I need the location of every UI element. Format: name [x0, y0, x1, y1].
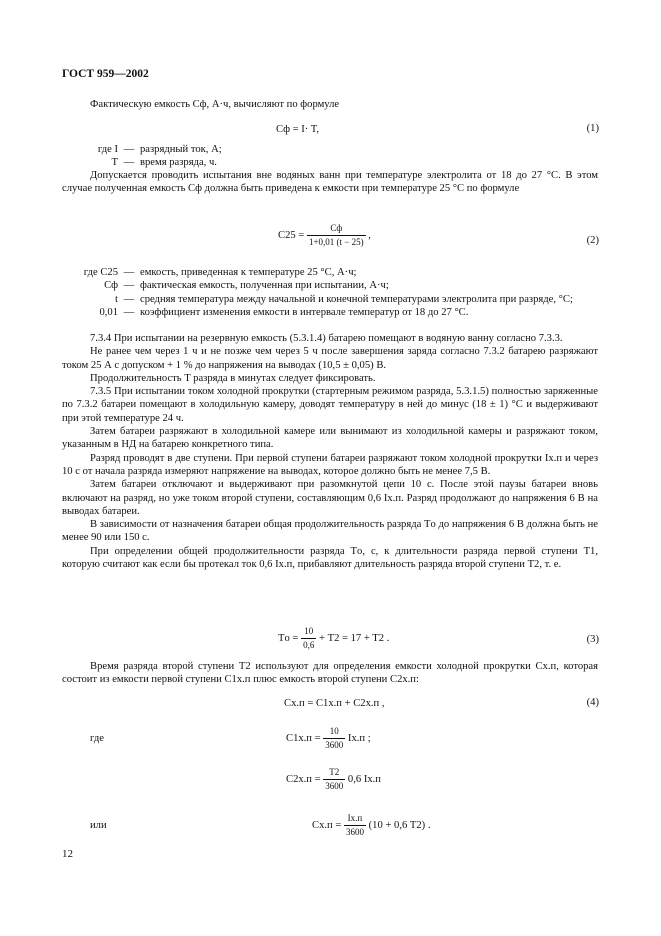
definition-row: Cф — фактическая емкость, полученная при испытании, А·ч;	[62, 279, 598, 292]
definition-text: фактическая емкость, полученная при испытании, А·ч;	[140, 280, 389, 292]
definition-symbol: где I	[97, 144, 118, 155]
fraction-denominator: 1+0,01 (t − 25)	[308, 237, 364, 247]
fraction-numerator: 10	[323, 725, 345, 739]
definition-text: средняя температура между начальной и конечной температурами электролита при разряде, °С;	[140, 293, 573, 305]
admit-text	[62, 169, 598, 196]
definition-text: коэффициент изменения емкости в интервале температур от 18 до 27 °С.	[140, 306, 469, 318]
formula-6-lhs: C2х.п =	[286, 773, 321, 785]
fraction-denominator: 3600	[325, 781, 344, 791]
formula-7-rhs: (10 + 0,6 T2) .	[368, 819, 431, 831]
time-paragraph: Время разряда второй ступени T2 используют для определения емкости холодной прокрутки Cх.п, которая состоит из емкости первой ступени C1х.п плюс емкость второй ступени C2х.п:	[62, 661, 598, 686]
body-text	[62, 332, 598, 571]
definition-row: t — средняя температура между начальной и конечной температурами электролита при разряде, °С;	[62, 293, 598, 306]
paragraph: Затем батареи разряжают в холодильной камере или вынимают из холодильной камеры и разряжают током, указанным в НД на батарею конкретного типа.	[62, 426, 598, 451]
fraction-numerator: Iх.п	[344, 812, 366, 826]
fraction-numerator: 10	[301, 625, 316, 639]
equation-number-2: (2)	[586, 235, 599, 246]
formula-7-lhs: Cх.п =	[312, 819, 342, 831]
time-text	[62, 660, 598, 687]
definition-text: разрядный ток, А;	[140, 144, 222, 155]
formula-7-fraction	[344, 812, 366, 839]
formula-1: Cф = I· T,	[276, 124, 320, 135]
fraction-numerator: T2	[323, 766, 345, 780]
fraction-numerator: Cф	[307, 222, 366, 236]
paragraph: 7.3.5 При испытании током холодной прокрутки (стартерным режимом разряда, 5.3.1.5) полностью заряженные по 7.3.2 батареи помещают в холодильную камеру, доводят температуру в ней до минус (18 ± 1) °С и выдерживают при этой температуре 24 ч.	[62, 386, 598, 424]
formula-5	[286, 725, 371, 752]
definition-row: 0,01 — коэффициент изменения емкости в интервале температур от 18 до 27 °С.	[62, 306, 598, 319]
or-word: или	[90, 820, 107, 831]
formula-3-fraction	[301, 625, 316, 652]
formula-2-fraction	[307, 222, 366, 249]
formula-3-rhs: + T2 = 17 + T2 .	[318, 632, 390, 644]
formula-6-rhs: 0,6 Iх.п	[347, 773, 381, 785]
fraction-denominator: 0,6	[303, 640, 315, 650]
formula-3	[278, 625, 389, 652]
fraction-denominator: 3600	[345, 827, 364, 837]
definition-symbol: 0,01	[99, 306, 118, 318]
formula-5-fraction	[323, 725, 345, 752]
definition-symbol: T	[111, 157, 118, 169]
formula-6-fraction	[323, 766, 345, 793]
standard-header: ГОСТ 959—2002	[62, 68, 149, 80]
definition-row: T — время разряда, ч.	[62, 156, 598, 169]
equation-number-4: (4)	[586, 697, 599, 708]
where-word: где	[90, 733, 104, 744]
admit-paragraph: Допускается проводить испытания вне водяных ванн при температуре электролита от 18 до 27 °С. В этом случае полученная емкость Cф должна быть приведена к емкости при температуре 25 °С по формуле	[62, 170, 598, 195]
formula-7	[312, 812, 431, 839]
paragraph: Затем батареи отключают и выдерживают при разомкнутой цепи 10 с. После этой паузы батареи вновь включают на разряд, но уже током второй ступени, составляющим 0,6 Iх.п. Разряд продолжают до напряжения 6 В на выводах батареи.	[62, 479, 598, 517]
formula-5-lhs: C1х.п =	[286, 732, 321, 744]
definition-row: где C25 — емкость, приведенная к температуре 25 °С, А·ч;	[62, 266, 598, 279]
intro-paragraph: Фактическую емкость Cф, А·ч, вычисляют по формуле	[90, 99, 340, 110]
intro-text	[62, 98, 598, 111]
equation-number-3: (3)	[586, 634, 599, 645]
paragraph: В зависимости от назначения батареи общая продолжительность разряда Tо до напряжения 6 В должна быть не менее 90 или 150 с.	[62, 519, 598, 544]
definition-symbol: где C25	[83, 267, 118, 278]
definition-row: где I — разрядный ток, А;	[62, 143, 598, 156]
formula-4: Cх.п = C1х.п + C2х.п ,	[284, 698, 385, 709]
definition-symbol: Cф	[104, 280, 118, 292]
formula-2-lhs: C25 =	[278, 229, 305, 241]
paragraph: Не ранее чем через 1 ч и не позже чем через 5 ч после завершения заряда согласно 7.3.2 батарею разряжают током 25 А с допуском + 1 % до напряжения на выводах (10,5 ± 0,05) В.	[62, 346, 598, 371]
paragraph: Разряд проводят в две ступени. При первой ступени батареи разряжают током холодной прокрутки Iх.п и через 10 с от начала разряда измеряют напряжение на выводах, которое должно быть не менее 7,5 В.	[62, 452, 598, 477]
formula-6	[286, 766, 381, 793]
equation-number-1: (1)	[586, 123, 599, 134]
formula-2-tail: ,	[368, 229, 371, 241]
fraction-denominator: 3600	[325, 740, 344, 750]
definition-text: время разряда, ч.	[140, 157, 217, 169]
paragraph: При определении общей продолжительности разряда Tо, с, к длительности разряда первой ступени T1, которую считают как если бы протекал ток 0,6 Iх.п, прибавляют длительность разряда второй ступени T2, т. е.	[62, 545, 598, 571]
page-number: 12	[62, 848, 73, 860]
definitions-1	[62, 143, 598, 170]
definitions-2	[62, 266, 598, 319]
formula-2	[278, 222, 371, 249]
paragraph: Продолжительность T разряда в минутах следует фиксировать.	[90, 372, 376, 384]
definition-text: емкость, приведенная к температуре 25 °С, А·ч;	[140, 267, 357, 278]
formula-3-lhs: Tо =	[278, 632, 299, 644]
definition-symbol: t	[115, 293, 118, 305]
formula-5-rhs: Iх.п ;	[347, 732, 371, 744]
paragraph: 7.3.4 При испытании на резервную емкость (5.3.1.4) батарею помещают в водяную ванну согласно 7.3.3.	[90, 333, 563, 344]
